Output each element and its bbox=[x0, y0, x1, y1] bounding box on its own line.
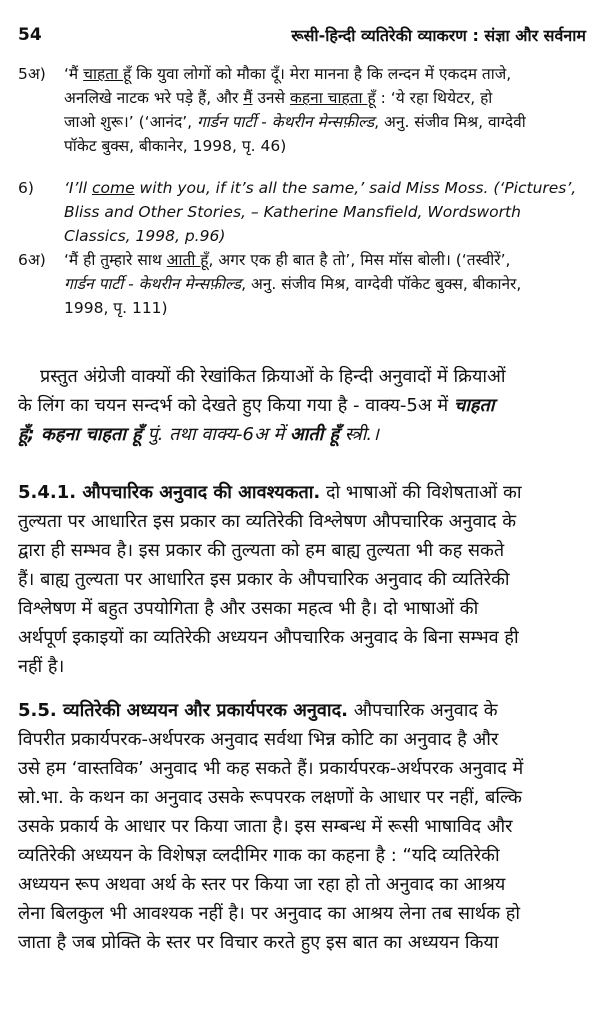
emphasis-verb: चाहता bbox=[453, 395, 495, 416]
section-heading: 5.5. व्यतिरेकी अध्ययन और प्रकार्यपरक अनुवाद. bbox=[18, 700, 348, 721]
page-number: 54 bbox=[18, 25, 42, 45]
underlined-verb: आती हूँ bbox=[166, 251, 209, 269]
underlined-verb: चाहता हूँ bbox=[83, 65, 132, 83]
section-5-4-1: 5.4.1. औपचारिक अनुवाद की आवश्यकता. दो भाषाओं की विशेषताओं का तुल्यता पर आधारित इस प्रकार का व्यतिरेकी विश्लेषण औपचारिक अनुवाद के द्वारा ही सम्भव है। इस प्रकार की तुल्यता को हम बाह्य तुल्यता भी कह सकते हैं। बाह्य तुल्यता पर आधारित इस प्रकार के औपचारिक अनुवाद की व्यतिरेकी विश्लेषण में बहुत उपयोगिता है और उसका महत्व भी है। दो भाषाओं की अर्थपूर्ण इकाइयों का व्यतिरेकी अध्ययन औपचारिक अनुवाद के बिना सम्भव ही नहीं है। bbox=[18, 482, 522, 677]
underlined-verb: मैं bbox=[243, 89, 253, 107]
citation-line: पॉकेट बुक्स, बीकानेर, 1998, पृ. 46) bbox=[64, 137, 287, 155]
source-title: गार्डन पार्टी - केथरीन मेन्सफ़ील्ड bbox=[197, 113, 375, 131]
page-header bbox=[18, 22, 586, 48]
paragraph-gender-selection: प्रस्तुत अंग्रेजी वाक्यों की रेखांकित क्रियाओं के हिन्दी अनुवादों में क्रियाओं के लिंग का चयन सन्दर्भ को देखते हुए किया गया है - वाक्य-5अ में चाहता हूँ; कहना चाहता हूँ पुं. तथा वाक्य-6अ में आती हूँ स्त्री.। bbox=[18, 366, 506, 445]
example-5a: 5अ) ‘मैं चाहता हूँ कि युवा लोगों को मौका दूँ। मेरा मानना है कि लन्दन में एकदम ताजे, अनलिखे नाटक भरे पड़े हैं, और मैं उनसे कहना चाहता हूँ : ‘ये रहा थियेटर, हो जाओ शुरू।’ (‘आनंद’, गार्डन पार्टी - केथरीन मेन्सफ़ील्ड, अनु. संजीव मिश्र, वाग्देवी पॉकेट बुक्स, बीकानेर, 1998, पृ. 46) bbox=[18, 62, 586, 158]
source-title: गार्डन पार्टी - केथरीन मेन्सफ़ील्ड bbox=[64, 275, 242, 293]
emphasis-verb: आती हूँ bbox=[289, 424, 340, 445]
underlined-verb: come bbox=[91, 179, 135, 197]
example-label: 5अ) bbox=[18, 65, 46, 83]
running-title: रूसी-हिन्दी व्यतिरेकी व्याकरण : संज्ञा और सर्वनाम bbox=[291, 26, 586, 45]
example-label: 6) bbox=[18, 179, 34, 197]
section-heading: 5.4.1. औपचारिक अनुवाद की आवश्यकता. bbox=[18, 482, 321, 503]
example-label: 6अ) bbox=[18, 251, 46, 269]
emphasis-verb: हूँ; कहना चाहता हूँ bbox=[18, 424, 142, 445]
example-6a: 6अ) ‘मैं ही तुम्हारे साथ आती हूँ, अगर एक ही बात है तो’, मिस मॉस बोली। (‘तस्वीरें’, गार्डन पार्टी - केथरीन मेन्सफ़ील्ड, अनु. संजीव मिश्र, वाग्देवी पॉकेट बुक्स, बीकानेर, 1998, पृ. 111) bbox=[18, 248, 586, 320]
example-6: 6) ‘I’ll come with you, if it’s all the same,’ said Miss Moss. (‘Pictures’, Bliss and Other Stories, – Katherine Mansfield, Wordsworth Classics, 1998, p.96) bbox=[18, 176, 586, 248]
underlined-verb: कहना चाहता हूँ bbox=[289, 89, 376, 107]
citation-line: 1998, पृ. 111) bbox=[64, 299, 168, 317]
section-5-5: 5.5. व्यतिरेकी अध्ययन और प्रकार्यपरक अनुवाद. औपचारिक अनुवाद के विपरीत प्रकार्यपरक-अर्थपरक अनुवाद सर्वथा भिन्न कोटि का अनुवाद है और उसे हम ‘वास्तविक’ अनुवाद भी कह सकते हैं। प्रकार्यपरक-अर्थपरक अनुवाद में स्रो.भा. के कथन का अनुवाद उसके रूपपरक लक्षणों के आधार पर नहीं, बल्कि उसके प्रकार्य के आधार पर किया जाता है। इस सम्बन्ध में रूसी भाषाविद और व्यतिरेकी अध्ययन के विशेषज्ञ व्लदीमिर गाक का कहना है : “यदि व्यतिरेकी अध्ययन रूप अथवा अर्थ के स्तर पर किया जा रहा हो तो अनुवाद का आश्रय लेना बिलकुल भी आवश्यक नहीं है। पर अनुवाद का आश्रय लेना तब सार्थक हो जाता है जब प्रोक्ति के स्तर पर विचार करते हुए इस बात का अध्ययन किया bbox=[18, 700, 524, 953]
